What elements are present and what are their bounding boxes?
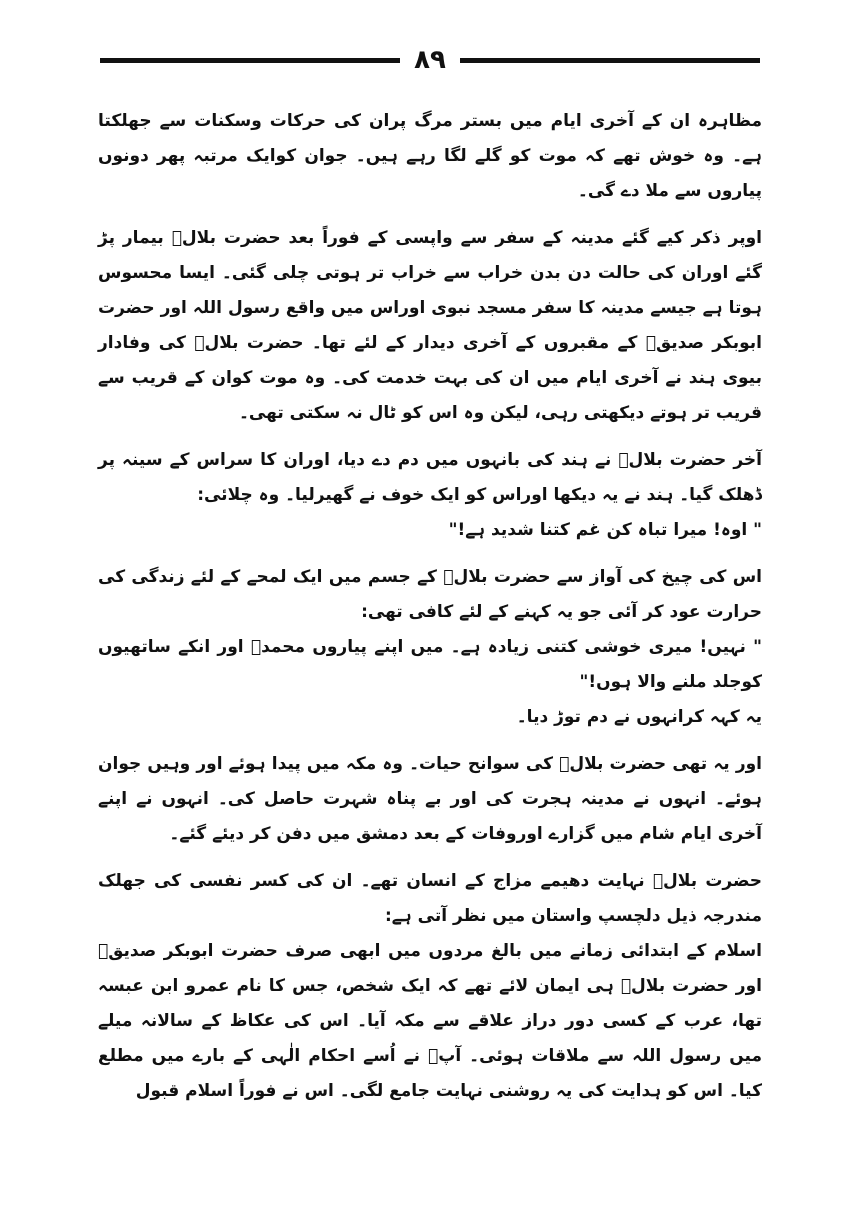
paragraph-5: یہ کہہ کرانہوں نے دم توڑ دیا۔ [516, 707, 762, 727]
paragraph-3: آخر حضرت بلالؓ نے ہند کی بانہوں میں دم دے دیا، اوران کا سراس کے سینہ پر ڈھلک گیا۔ ہند نے یہ دیکھا اوراس کو ایک خوف نے گھیرلیا۔ وہ چلائی: [98, 450, 762, 505]
paragraph-1: مظاہرہ ان کے آخری ایام میں بستر مرگ پران کی حرکات وسکنات سے جھلکتا ہے۔ وہ خوش تھے کہ موت کو گلے لگا رہے ہیں۔ جوان کوایک مرتبہ پھر دونوں پیاروں سے ملا دے گی۔ [98, 111, 762, 201]
paragraph-8: اسلام کے ابتدائی زمانے میں بالغ مردوں میں ابھی صرف حضرت ابوبکر صدیقؓ اور حضرت بلالؓ ہی ایمان لائے تھے کہ ایک شخص، جس کا نام عمرو ابن عبسہ تھا، عرب کے کسی دور دراز علاقے سے مکہ آیا۔ اس کی عکاظ کے سالانہ میلے میں رسول اللہ سے ملاقات ہوئی۔ آپؐ نے اُسے احکام الٰہی کے بارے میں مطلع کیا۔ اس کو ہدایت کی یہ روشنی نہایت جامع لگی۔ اس نے فوراً اسلام قبول [98, 941, 762, 1101]
header-rule-left [100, 58, 400, 63]
paragraph-7: حضرت بلالؓ نہایت دھیمے مزاج کے انسان تھے۔ ان کی کسر نفسی کی جھلک مندرجہ ذیل دلچسپ واستان میں نظر آتی ہے: [98, 871, 762, 926]
page-number: ۸۹ [414, 45, 446, 75]
header-rule-right [460, 58, 760, 63]
paragraph-6: اور یہ تھی حضرت بلالؓ کی سوانح حیات۔ وہ مکہ میں پیدا ہوئے اور وہیں جوان ہوئے۔ انہوں نے مدینہ ہجرت کی اور بے پناہ شہرت حاصل کی۔ انہوں نے اپنے آخری ایام شام میں گزارے اوروفات کے بعد دمشق میں دفن کر دیئے گئے۔ [98, 754, 762, 844]
quote-hind: " اوہ! میرا تباہ کن غم کتنا شدید ہے!" [448, 520, 762, 540]
page-header [100, 44, 760, 84]
quote-bilal: " نہیں! میری خوشی کتنی زیادہ ہے۔ میں اپنے پیاروں محمدؐ اور انکے ساتھیوں کوجلد ملنے والا ہوں!" [98, 637, 762, 692]
paragraph-4: اس کی چیخ کی آواز سے حضرت بلالؓ کے جسم میں ایک لمحے کے لئے زندگی کی حرارت عود کر آئی جو یہ کہنے کے لئے کافی تھی: [98, 567, 762, 622]
paragraph-2: اوپر ذکر کیے گئے مدینہ کے سفر سے واپسی کے فوراً بعد حضرت بلالؓ بیمار پڑ گئے اوران کی حالت دن بدن خراب سے خراب تر ہوتی چلی گئی۔ ایسا محسوس ہوتا ہے جیسے مدینہ کا سفر مسجد نبوی اوراس میں واقع رسول اللہ اور حضرت ابوبکر صدیقؓ کے مقبروں کے آخری دیدار کے لئے تھا۔ حضرت بلالؓ کی وفادار بیوی ہند نے آخری ایام میں ان کی بہت خدمت کی۔ وہ موت کوان کے قریب سے قریب تر ہوتے دیکھتی رہی، لیکن وہ اس کو ٹال نہ سکتی تھی۔ [98, 228, 762, 423]
page-body [98, 104, 762, 1109]
